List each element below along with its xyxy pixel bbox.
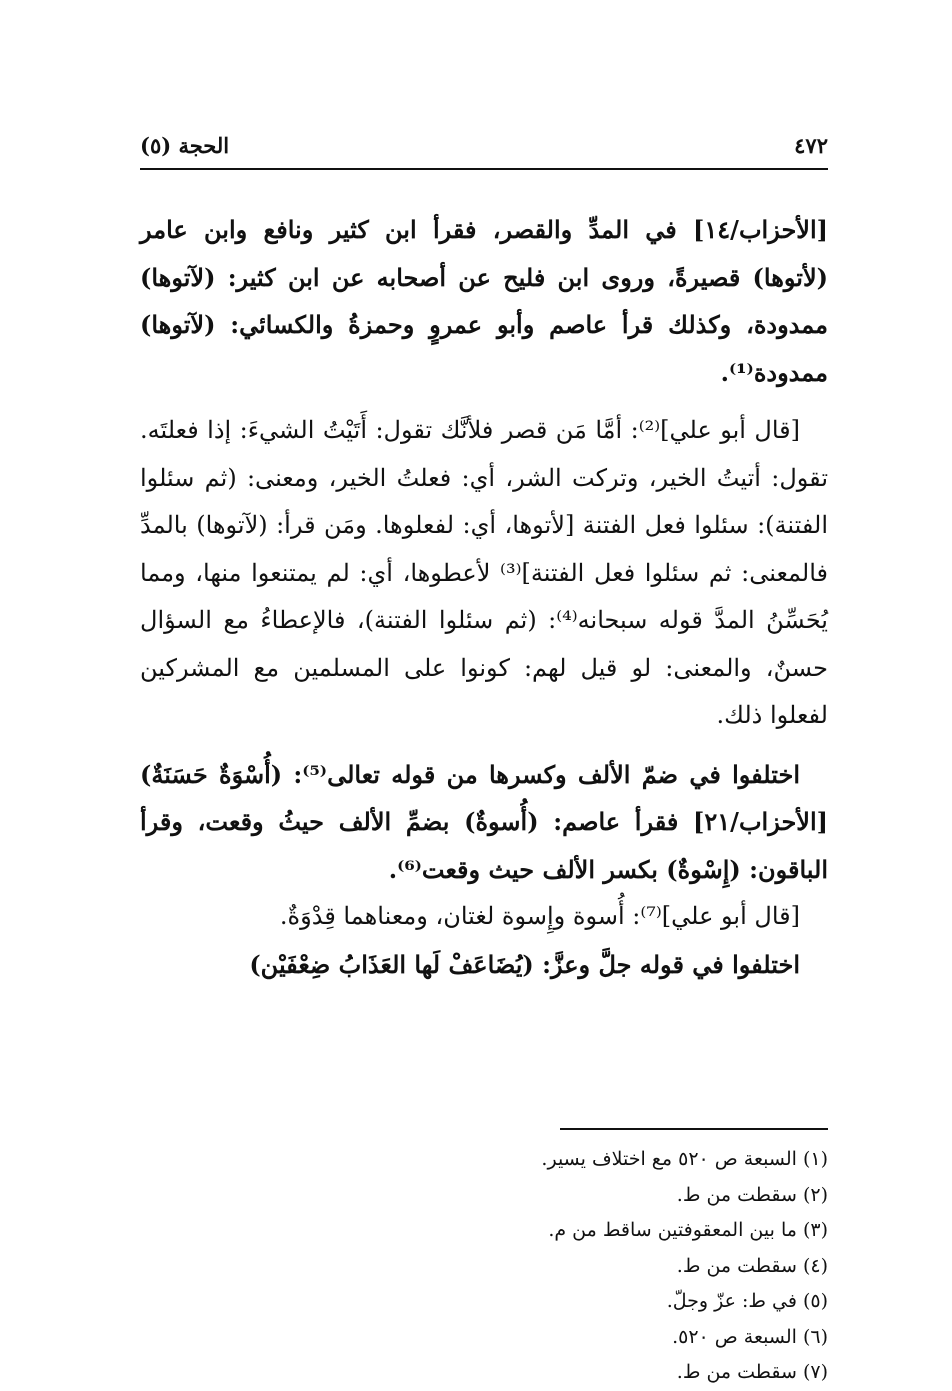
footnote-divider: [560, 1128, 828, 1130]
paragraph-4: [قال أبو علي]⁽⁷⁾: أُسوة وإِسوة لغتان، ومعناهما قِدْوَةٌ.: [279, 902, 800, 930]
footnote-7: (٧) سقطت من ط.: [676, 1361, 828, 1383]
paragraph-5: اختلفوا في قوله جلَّ وعزَّ: (يُضَاعَفْ لَها العَذَابُ ضِعْفَيْن): [249, 949, 800, 979]
main-text: [140, 206, 828, 988]
header-divider: [140, 168, 828, 170]
footnote-3: (٣) ما بين المعقوفتين ساقط من م.: [548, 1219, 828, 1241]
paragraph-2: [قال أبو علي]⁽²⁾: أمَّا مَن قصر فلأنَّك تقول: أَتَيْتُ الشيءَ: إذا فعلتَه. تقول: أتيتُ الخير، وتركت الشر، أي: فعلتُ الخير، ومعنى: (ثم سئلوا الفتنة): سئلوا فعل الفتنة [لأتوها، أي: لفعلوها. ومَن قرأ: (لآتوها) بالمدِّ فالمعنى: ثم سئلوا فعل الفتنة]⁽³⁾ لأعطوها، أي: لم يمتنعوا منها، ومما يُحَسِّنُ المدَّ قوله سبحانه⁽⁴⁾: (ثم سئلوا الفتنة)، فالإعطاءُ مع السؤال حسنٌ، والمعنى: لو قيل لهم: كونوا على المسلمين مع المشركين لفعلوا ذلك.: [140, 416, 829, 729]
page-number: ٤٧٢: [794, 133, 828, 158]
book-title: الحجة (٥): [140, 133, 230, 158]
running-header: [140, 118, 828, 158]
footnote-5: (٥) في ط: عزّ وجلّ.: [666, 1290, 828, 1312]
footnotes: [140, 1142, 828, 1391]
paragraph-3: اختلفوا في ضمّ الألف وكسرها من قوله تعالى⁽⁵⁾: (أُسْوَةٌ حَسَنَةٌ) [الأحزاب/٢١] فقرأ عاصم: (أُسوةٌ) بضمِّ الألف حيثُ وقعت، وقرأ الباقون: (إِسْوةٌ) بكسر الألف حيث وقعت⁽⁶⁾.: [140, 759, 828, 884]
footnote-1: (١) السبعة ص ٥٢٠ مع اختلاف يسير.: [541, 1148, 828, 1170]
footnote-6: (٦) السبعة ص ٥٢٠.: [672, 1325, 828, 1348]
paragraph-1: [الأحزاب/١٤] في المدِّ والقصر، فقرأ ابن كثير ونافع وابن عامر (لأتوها) قصيرةً، وروى ابن فليح عن أصحابه عن ابن كثير: (لآتوها) ممدودة، وكذلك قرأ عاصم وأبو عمروٍ وحمزةُ والكسائي: (لآتوها) ممدودة⁽¹⁾.: [140, 215, 828, 387]
footnote-2: (٢) سقطت من ط.: [676, 1183, 828, 1206]
book-page: [140, 118, 829, 1383]
footnote-4: (٤) سقطت من ط.: [676, 1254, 828, 1277]
